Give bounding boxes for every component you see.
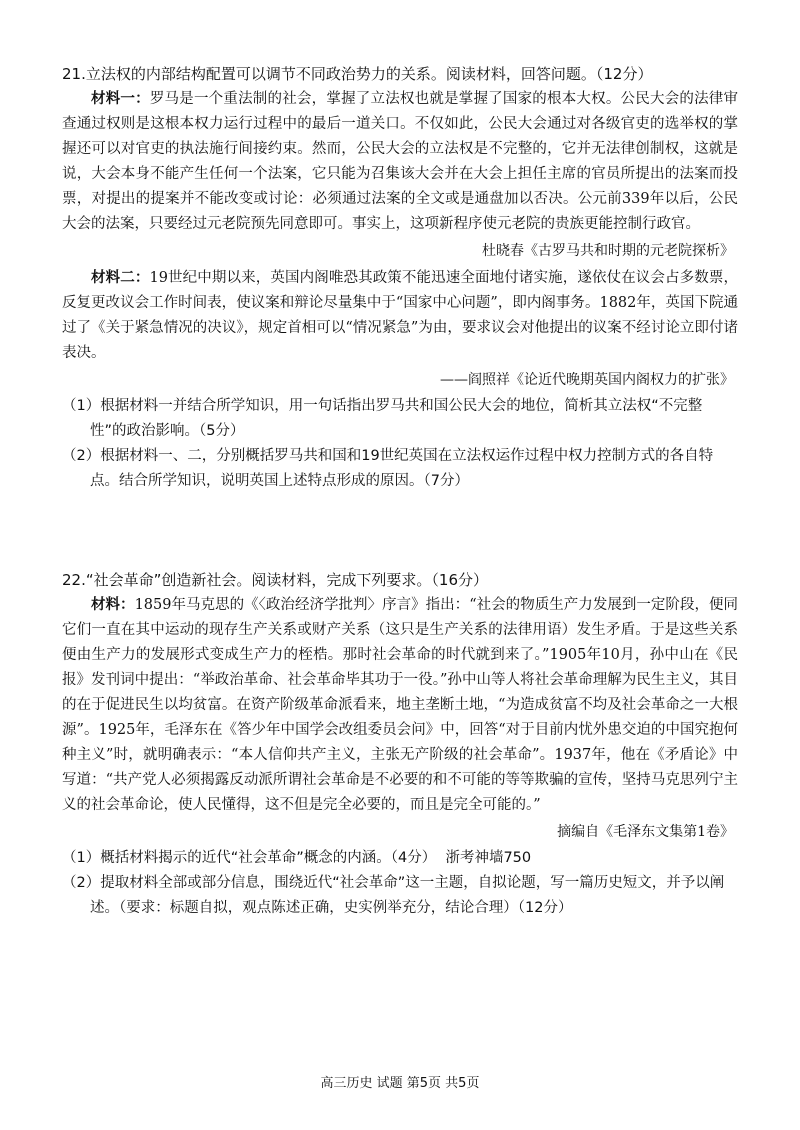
- material-1-source: 杜晓春《古罗马共和时期的元老院探析》: [482, 243, 734, 259]
- page-footer: 高三历史 试题 第5页 共5页: [320, 1076, 480, 1091]
- material-2-source: ——阎照祥《论近代晚期英国内阁权力的扩张》: [440, 372, 734, 388]
- question-21-title: 21.立法权的内部结构配置可以调节不同政治势力的关系。阅读材料，回答问题。（12分）: [62, 65, 653, 83]
- material-label: 材料：: [91, 596, 135, 613]
- q21-subquestion-2: （2）根据材料一、二，分别概括罗马共和国和19世纪英国在立法权运作过程中权力控制方式的各自特点。结合所学知识，说明英国上述特点形成的原因。（7分）: [62, 448, 714, 489]
- q22-subquestion-1: [62, 846, 738, 871]
- exam-page: [62, 62, 738, 921]
- material-2-text: 19世纪中期以来，英国内阁唯恐其政策不能迅速全面地付诸实施，遂依仗在议会占多数票，反复更改议会工作时间表，使议案和辩论尽量集中于“国家中心问题”，即内阁事务。1882年，英国下院通过了《关于紧急情况的决议》，规定首相可以“情况紧急”为由，要求议会对他提出的议案不经讨论立即付诸表决。: [62, 270, 739, 361]
- q21-material-2: [62, 265, 738, 366]
- q21-subquestion-1: （1）根据材料一并结合所学知识，用一句话指出罗马共和国公民大会的地位，简析其立法权“不完整性”的政治影响。（5分）: [62, 398, 703, 439]
- material-source: 摘编自《毛泽东文集第1卷》: [557, 824, 734, 840]
- answer-space: [62, 494, 738, 568]
- material-1-text: 罗马是一个重法制的社会，掌握了立法权也就是掌握了国家的根本大权。公民大会的法律审查通过权则是这根本权力运行过程中的最后一道关口。不仅如此，公民大会通过对各级官吏的选举权的掌握还可以对官吏的执法施行间接约束。然而，公民大会的立法权是不完整的，它并无法律创制权，这就是说，大会本身不能产生任何一个法案，它只能为召集该大会并在大会上担任主席的官员所提出的法案而投票，对提出的提案并不能改变或讨论：必须通过法案的全文或是通盘加以否决。公元前339年以后，公民大会的法案，只要经过元老院预先同意即可。事实上，这项新程序使元老院的贵族更能控制行政官。: [62, 91, 739, 232]
- q21-material-1: [62, 86, 738, 237]
- watermark-mark: 浙考神墙750: [445, 850, 532, 866]
- subquestion-1-text: （1）概括材料揭示的近代“社会革命”概念的内涵。（4分）: [62, 850, 437, 866]
- material-text: 1859年马克思的《〈政治经济学批判〉序言》指出：“社会的物质生产力发展到一定阶段，便同它们一直在其中运动的现存生产关系或财产关系（这只是生产关系的法律用语）发生矛盾。于是这些关系便由生产力的发展形式变成生产力的桎梏。那时社会革命的时代就到来了。”1905年10月，孙中山在《民报》发刊词中提出：“举政治革命、社会革命毕其功于一役。”孙中山等人将社会革命理解为民生主义，其目的在于促进民生以均贫富。在资产阶级革命派看来，地主垄断土地，“为造成贫富不均及社会革命之一大根源”。1925年，毛泽东在《答少年中国学会改组委员会问》中，回答“对于目前内忧外患交迫的中国究抱何种主义”时，就明确表示：“本人信仰共产主义，主张无产阶级的社会革命”。1937年，他在《矛盾论》中写道：“共产党人必须揭露反动派所谓社会革命是不必要的和不可能的等等欺骗的宣传，坚持马克思列宁主义的社会革命论，使人民懂得，这不但是完全必要的，而且是完全可能的。”: [62, 597, 739, 813]
- question-22-title: 22.“社会革命”创造新社会。阅读材料，完成下列要求。（16分）: [62, 571, 488, 589]
- material-2-label: 材料二：: [91, 269, 150, 286]
- material-1-label: 材料一：: [91, 90, 150, 107]
- q22-material: [62, 592, 738, 818]
- q22-subquestion-2: （2）提取材料全部或部分信息，围绕近代“社会革命”这一主题，自拟论题，写一篇历史短文，并予以阐述。（要求：标题自拟，观点陈述正确，史实例举充分，结论合理）（12分）: [62, 875, 725, 916]
